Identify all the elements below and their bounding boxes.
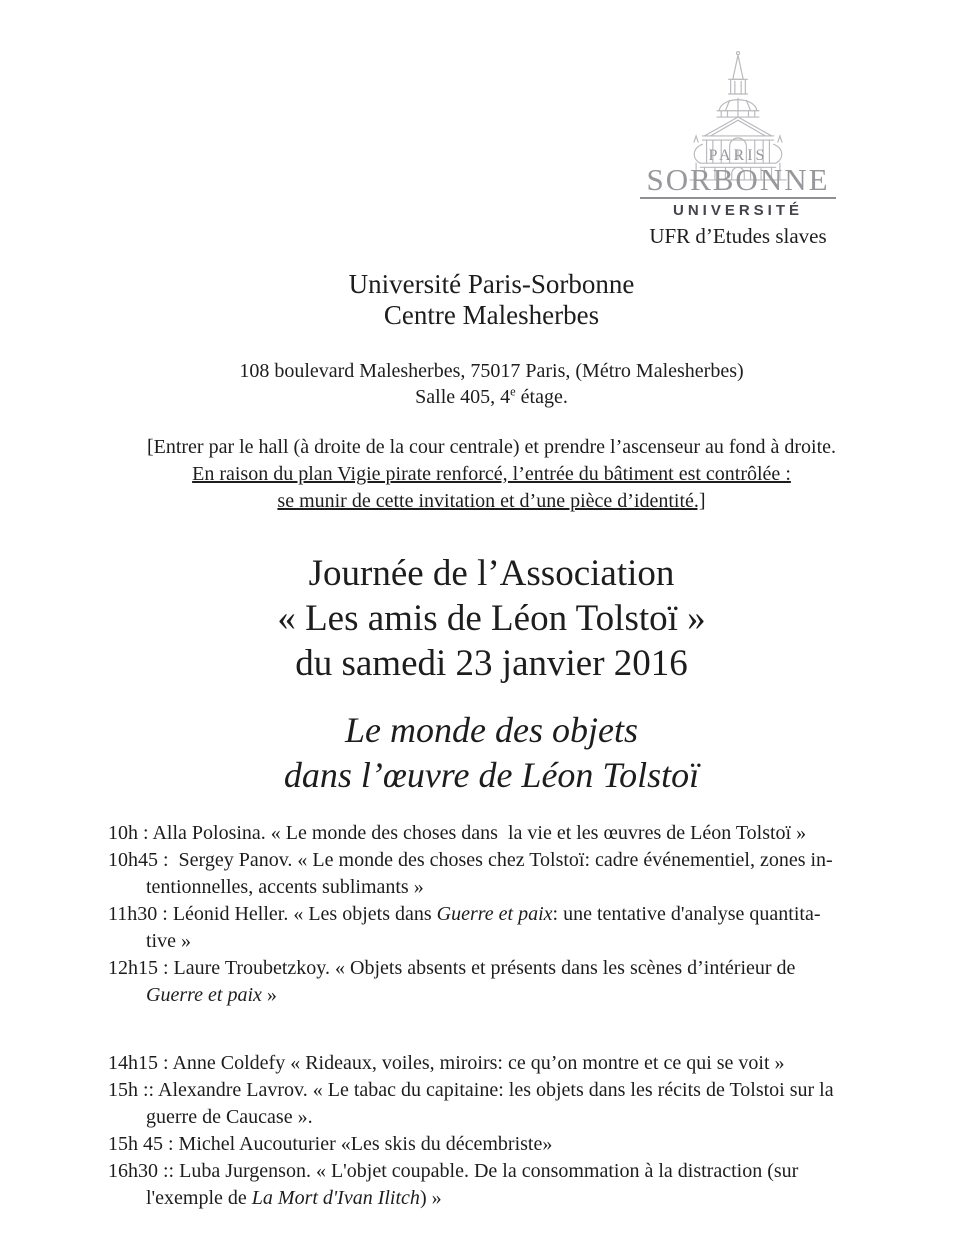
center-name: Centre Malesherbes bbox=[383, 300, 600, 330]
program-morning bbox=[108, 820, 907, 1009]
event-title-line3: du samedi 23 janvier 2016 bbox=[295, 643, 688, 684]
program-item-15h: 15h :: Alexandre Lavrov. « Le tabac du capitaine: les objets dans les récits de Tolstoi sur la guerre de Caucase ». bbox=[108, 1079, 834, 1128]
entry-note-line3: se munir de cette invitation et d’une pièce d’identité.] bbox=[277, 490, 706, 512]
logo-paris-text: PARIS bbox=[708, 147, 768, 164]
logo-sorbonne-text: SORBONNE bbox=[646, 162, 830, 197]
address bbox=[0, 358, 967, 410]
entry-note-line1: [Entrer par le hall (à droite de la cour centrale) et prendre l’ascenseur au fond à droite. bbox=[146, 436, 837, 458]
university-name: Université Paris-Sorbonne bbox=[348, 269, 635, 299]
program-afternoon bbox=[108, 1050, 907, 1212]
sorbonne-logo bbox=[613, 50, 863, 249]
event-subtitle-line2: dans l’œuvre de Léon Tolstoï bbox=[283, 755, 700, 795]
venue-header bbox=[0, 269, 967, 331]
program-item-11h30: 11h30 : Léonid Heller. « Les objets dans Guerre et paix: une tentative d'analyse quantita- tive » bbox=[108, 903, 821, 952]
event-subtitle-line1: Le monde des objets bbox=[345, 710, 638, 750]
program bbox=[108, 820, 907, 1212]
event-title-line2: « Les amis de Léon Tolstoï » bbox=[277, 598, 706, 639]
program-item-10h: 10h : Alla Polosina. « Le monde des choses dans la vie et les œuvres de Léon Tolstoï » bbox=[108, 822, 807, 844]
entry-note bbox=[0, 434, 967, 515]
event-subtitle bbox=[0, 708, 967, 798]
program-item-16h30: 16h30 :: Luba Jurgenson. « L'objet coupable. De la consommation à la distraction (sur l'exemple de La Mort d'Ivan Ilitch) » bbox=[108, 1160, 799, 1209]
event-title-line1: Journée de l’Association bbox=[308, 553, 675, 594]
address-line: 108 boulevard Malesherbes, 75017 Paris, (Métro Malesherbes) bbox=[239, 360, 744, 382]
logo-universite-text: UNIVERSITÉ bbox=[672, 202, 803, 219]
entry-note-line2: En raison du plan Vigie pirate renforcé, l’entrée du bâtiment est contrôlée : bbox=[192, 463, 791, 485]
event-title bbox=[0, 551, 967, 686]
sorbonne-wordmark bbox=[613, 148, 863, 219]
program-item-14h15: 14h15 : Anne Coldefy « Rideaux, voiles, miroirs: ce qu’on montre et ce qui se voit » bbox=[108, 1052, 785, 1074]
program-item-10h45: 10h45 : Sergey Panov. « Le monde des choses chez Tolstoï: cadre événementiel, zones in- tentionnelles, accents sublimants » bbox=[108, 849, 833, 898]
logo-rule bbox=[640, 197, 836, 199]
logo-ufr-text: UFR d’Etudes slaves bbox=[649, 224, 827, 248]
program-item-15h45: 15h 45 : Michel Aucouturier «Les skis du décembriste» bbox=[108, 1133, 553, 1155]
program-item-12h15: 12h15 : Laure Troubetzkoy. « Objets absents et présents dans les scènes d’intérieur de Guerre et paix » bbox=[108, 957, 796, 1006]
room-line: Salle 405, 4e étage. bbox=[415, 384, 568, 408]
